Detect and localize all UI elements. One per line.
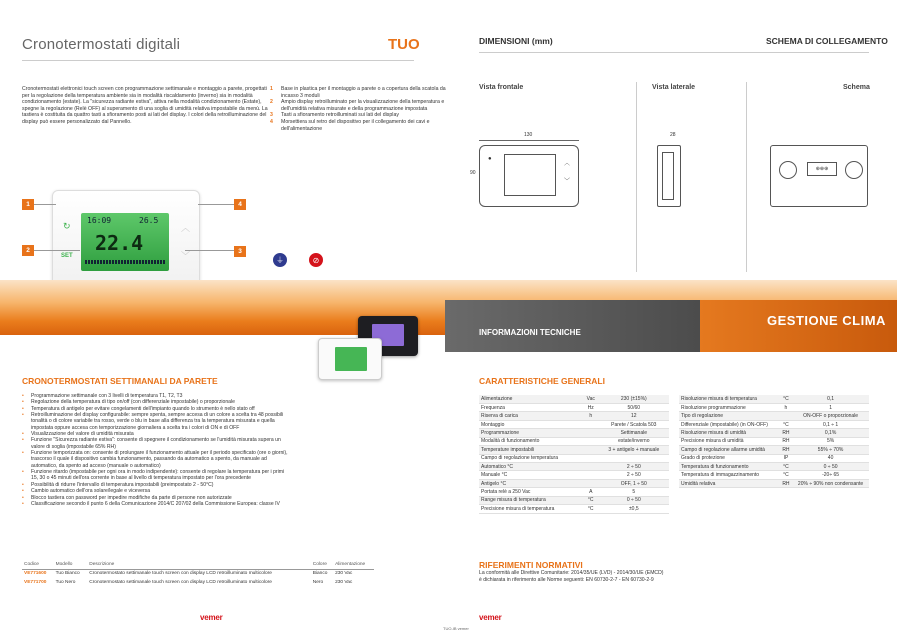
list-item: • Regolazione della temperatura di tipo on/off (con differenziale impostabile) o proporzionale <box>22 399 292 405</box>
mode-icon: ↻ <box>63 221 71 231</box>
codes-table <box>22 560 374 587</box>
list-item: • Visualizzazione del valore di umidità misurata <box>22 431 292 437</box>
list-item: • Cambio automatico dell'ora solare/legale e viceversa <box>22 488 292 494</box>
table-row: Modalità di funzionamento estate/inverno <box>479 437 669 445</box>
table-row: Temperatura di immagazzinamento °C -20÷ 65 <box>679 471 869 479</box>
schema-title: SCHEMA DI COLLEGAMENTO <box>766 36 888 46</box>
list-item: • Classificazione secondo il punto 6 della Comunicazione 2014/C 207/02 della Commissione Europea: classe IV <box>22 501 292 507</box>
brand-title: TUO <box>388 36 420 53</box>
parts-item: 3 Tasti a sfioramento retroilluminati sui lati del display <box>270 112 399 119</box>
dim-height: 90 <box>470 170 476 176</box>
view-schema-label: Schema <box>843 84 870 91</box>
device-time: 16:09 <box>87 216 112 225</box>
table-row: Range misura di temperatura °C 0 ÷ 50 <box>479 496 669 504</box>
divider <box>22 60 414 61</box>
list-item: • Funzione ritardo (impostabile per ogni ora in modo indipendente): consente di regolare la temperatura per i primi 15, 30 o 45 minuti dell'ora corrente in base al livello di temperatura impostato per l'ora precedente <box>22 469 292 482</box>
features-list <box>22 393 292 507</box>
table-row: Manuale °C 2 ÷ 50 <box>479 471 669 479</box>
callout-4: 4 <box>234 199 246 210</box>
table-row: Risoluzione misura di temperatura °C 0,1 <box>679 395 869 403</box>
list-item: • Funzione "Sicurezza radiante estiva": consente di spegnere il condizionamento se l'umidità misurata supera un valore di soglia (impostabile 65% RH) <box>22 437 292 450</box>
chevron-up-icon: ︿ <box>181 223 191 233</box>
device-ext-temp: 26.5 <box>139 216 159 225</box>
product-photo-white <box>318 338 382 380</box>
specs-table-right <box>679 395 869 488</box>
callout-1: 1 <box>22 199 34 210</box>
list-item: • Retroilluminazione del display configurabile: sempre spenta, sempre accesa di un colore a scelta tra 48 possibili tonalità o di colore variabile tra rosso, verde o blu in base alla differenza tra la temperatura misurata e quella impostata oppure accesa con temporizzazione giornaliera a scelta tra i colori di ON e di OFF <box>22 412 292 431</box>
divider <box>479 52 869 53</box>
table-row: Riserva di carica h 12 <box>479 412 669 420</box>
callout-2: 2 <box>22 245 34 256</box>
table-row: Precisione misura di umidità RH 5% <box>679 437 869 445</box>
specs-table-left <box>479 395 669 514</box>
dim-width: 130 <box>524 132 533 138</box>
parts-list <box>270 86 460 132</box>
parts-item: 2 Ampio display retroilluminato per la visualizzazione della temperatura e dell'umidità relativa misurate e della programmazione impostata <box>270 99 445 112</box>
table-row: Precisione misura di temperatura °C ±0,5 <box>479 505 669 513</box>
table-row: Antigelo °C OFF, 1 ÷ 50 <box>479 479 669 487</box>
table-row: Tipo di regolazione ON-OFF o proporzionale <box>679 412 869 420</box>
view-front-label: Vista frontale <box>479 84 524 91</box>
list-item: • Funzione temporizzata on: consente di prolungare il funzionamento attuale per il periodo specificato (ore o giorni), trascorso il quale il dispositivo cambia funzionamento, passando da automatico a spento, da manuale ad automatico, da spento ad acceso (manuale o automatico) <box>22 450 292 469</box>
table-row: Alimentazione Vac 230 (±15%) <box>479 395 669 403</box>
table-row: VE771600 Tuo Bianco Cronotermostato settimanale touch screen con display LCD retroilluminato multicolore Bianco 230 Vac <box>24 571 353 577</box>
list-item: • Temperatura di antigelo per evitare congelamenti dell'impianto quando lo strumento è nello stato off <box>22 406 292 412</box>
info-title: INFORMAZIONI TECNICHE <box>479 328 581 337</box>
wiring-schema: ⊕⊕⊕ <box>770 145 868 207</box>
table-row: Umidità relativa RH 20% ÷ 90% non condensante <box>679 479 869 487</box>
table-row: Montaggio Parete / Scatola 503 <box>479 420 669 428</box>
parts-item: 4 Morsettiera sul retro del dispositivo per il collegamento dei cavi e dell'alimentazione <box>270 118 430 132</box>
list-item: • Programmazione settimanale con 3 livelli di temperatura T1, T2, T3 <box>22 393 292 399</box>
specs-title: CARATTERISTICHE GENERALI <box>479 376 605 386</box>
list-item: • Possibilità di ridurre l'intervallo di temperatura impostabili (preimpostato 2 - 50°C) <box>22 482 292 488</box>
chevron-down-icon: ﹀ <box>181 251 191 261</box>
table-row: Grado di protezione IP 40 <box>679 454 869 462</box>
normative-text: La conformità alle Direttive Comunitarie: 2014/35/UE (LVD) - 2014/30/UE (EMCD) è dichiarata in riferimento alle Norme seguenti: EN 60730-2-7 - EN 60730-2-9 <box>479 570 664 583</box>
list-item: • Blocco tastiera con password per impedire modifiche da parte di persone non autorizzate <box>22 495 292 501</box>
table-row: Campo di regolazione temperatura <box>479 454 669 462</box>
table-row: Temperatura di funzionamento °C 0 ÷ 50 <box>679 463 869 471</box>
table-row: Frequenza Hz 50/60 <box>479 403 669 411</box>
table-row: Portata relè a 250 Vac A 5 <box>479 488 669 496</box>
table-row: VE771700 Tuo Nero Cronotermostato settimanale touch screen con display LCD retroilluminato multicolore Nero 230 Vac <box>24 580 353 585</box>
set-label: SET <box>61 253 73 259</box>
table-row: Programmazione Settimanale <box>479 429 669 437</box>
front-view-drawing: ● ︿ ﹀ <box>479 145 579 207</box>
vemer-logo: vemer <box>479 613 502 622</box>
lcd-screen <box>81 213 169 271</box>
dim-depth: 28 <box>670 132 676 138</box>
table-row: Temperature impostabili 3 + antigelo + manuale <box>479 446 669 454</box>
page-code: TUO-IB vemer <box>443 626 469 631</box>
normative-title: RIFERIMENTI NORMATIVI <box>479 560 583 570</box>
category-title: GESTIONE CLIMA <box>767 313 886 328</box>
parts-item: 1 Base in plastica per il montaggio a parete o a copertura della scatola da incasso 3 moduli <box>270 86 446 99</box>
dimensions-title: DIMENSIONI (mm) <box>479 36 553 46</box>
program-bar <box>85 260 165 264</box>
plug-icon: ⏚ <box>273 253 287 267</box>
table-row: Risoluzione programmazione h 1 <box>679 403 869 411</box>
table-row: Campo di regolazione allarme umidità RH 55% ÷ 70% <box>679 446 869 454</box>
page-title: Cronotermostati digitali <box>22 36 181 53</box>
table-row: Differenziale (impostabile) (in ON-OFF) °C 0,1 ÷ 1 <box>679 420 869 428</box>
callout-3: 3 <box>234 246 246 257</box>
table-header: Codice Modello Descrizione Colore Alimentazione <box>22 560 374 569</box>
table-row: Risoluzione misura di umidità RH 0,1% <box>679 429 869 437</box>
device-photo <box>52 190 200 286</box>
side-view-drawing <box>657 145 681 207</box>
view-side-label: Vista laterale <box>652 84 696 91</box>
table-row: Automatico °C 2 ÷ 50 <box>479 463 669 471</box>
intro-text: Cronotermostati elettronici touch screen con programmazione settimanale e montaggio a parete, progettati per la regolazione della temperatura ambiente sia in modalità riscaldamento (inverno) sia in modalità condizionamento (estate). La "sicurezza radiante estiva", attiva nella modalità condizionamento (Estate), spegne la regolazione (Relè OFF) al superamento di una soglia di umidità relativa impostabile da menù. La tastiera è costituita da quattro tasti a sfioramento posti ai lati del display. I colori della retroilluminazione del display può essere personalizzato dal Pannello. <box>22 86 268 125</box>
features-title: CRONOTERMOSTATI SETTIMANALI DA PARETE <box>22 376 218 386</box>
vemer-logo: vemer <box>200 613 223 622</box>
device-main-temp: 22.4 <box>95 231 144 255</box>
no-action-icon: ⊘ <box>309 253 323 267</box>
